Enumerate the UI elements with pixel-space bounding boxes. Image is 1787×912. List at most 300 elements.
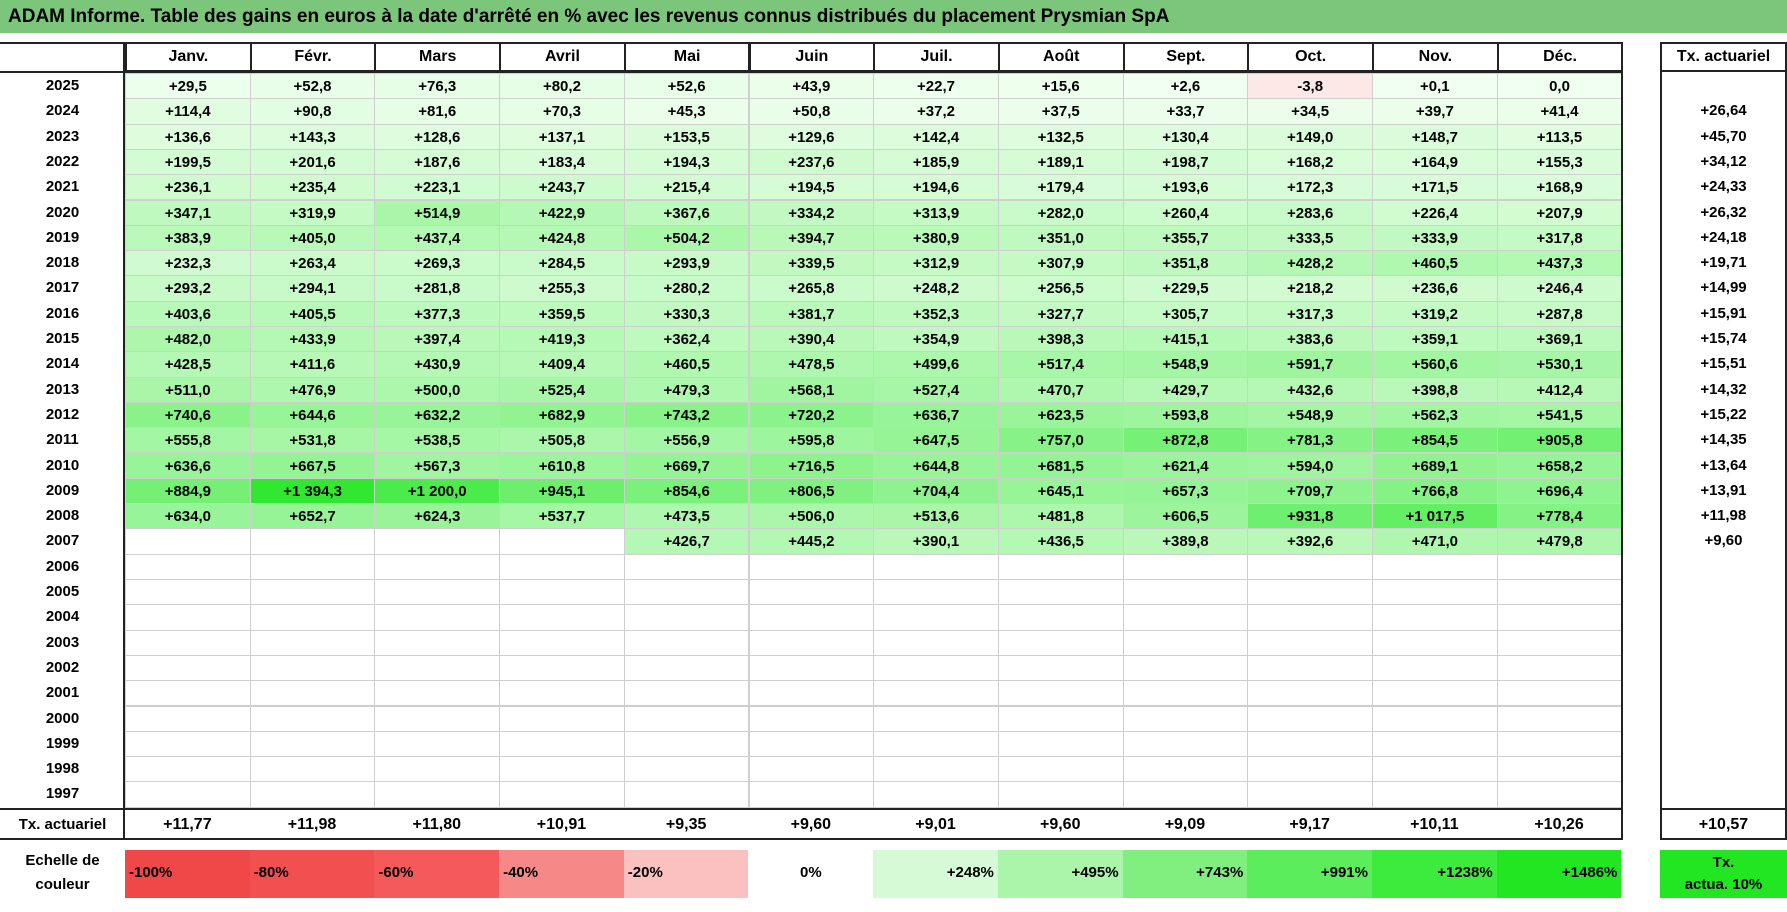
table-cell: +652,7	[250, 503, 376, 529]
table-cell: +37,5	[998, 98, 1124, 124]
table-cell: +506,0	[749, 503, 875, 529]
table-cell: +232,3	[125, 250, 251, 276]
table-cell: +595,8	[749, 427, 875, 453]
table-cell: +39,7	[1372, 98, 1498, 124]
table-cell: +424,8	[499, 225, 625, 251]
table-cell: +248,2	[873, 275, 999, 301]
table-cell: +437,4	[374, 225, 500, 251]
legend-swatch: +1238%	[1372, 850, 1497, 898]
table-cell: +269,3	[374, 250, 500, 276]
footer-value: +9,60	[790, 816, 832, 833]
year-label: 2018	[45, 254, 80, 272]
table-cell	[1123, 731, 1249, 757]
table-cell: +263,4	[250, 250, 376, 276]
table-cell: +22,7	[873, 73, 999, 99]
table-cell: +517,4	[998, 351, 1124, 377]
table-cell: +778,4	[1497, 503, 1623, 529]
table-cell: +383,9	[125, 225, 251, 251]
table-cell: +658,2	[1497, 453, 1623, 479]
table-cell: +482,0	[125, 326, 251, 352]
table-cell: +359,1	[1372, 326, 1498, 352]
table-cell: 0,0	[1497, 73, 1623, 99]
table-cell	[1372, 756, 1498, 782]
table-cell: +293,2	[125, 275, 251, 301]
table-cell: +142,4	[873, 124, 999, 150]
table-cell: +193,6	[1123, 174, 1249, 200]
table-cell	[1247, 680, 1373, 706]
year-label: 2005	[45, 583, 80, 600]
table-cell: +34,5	[1247, 98, 1373, 124]
table-cell	[374, 554, 500, 580]
table-cell: +556,9	[624, 427, 750, 453]
table-cell: +194,6	[873, 174, 999, 200]
table-cell	[1372, 604, 1498, 630]
table-cell	[1497, 756, 1623, 782]
year-label: 2003	[45, 633, 80, 651]
row-tx-actuariel: +24,18	[1700, 228, 1747, 246]
table-cell: +593,8	[1123, 402, 1249, 428]
table-cell	[1123, 655, 1249, 681]
table-cell: +218,2	[1247, 275, 1373, 301]
footer-value: +9,01	[915, 816, 956, 833]
table-cell	[1497, 731, 1623, 757]
table-cell	[1372, 731, 1498, 757]
table-cell	[125, 528, 251, 554]
table-cell: +41,4	[1497, 98, 1623, 124]
year-label: 2021	[45, 178, 80, 196]
table-cell	[374, 756, 500, 782]
table-cell: +81,6	[374, 98, 500, 124]
row-tx-actuariel: +26,32	[1700, 203, 1747, 221]
table-cell: +471,0	[1372, 528, 1498, 554]
table-cell: +624,3	[374, 503, 500, 529]
table-cell: +312,9	[873, 250, 999, 276]
table-cell: +237,6	[749, 149, 875, 175]
table-cell: +280,2	[624, 275, 750, 301]
table-cell: +436,5	[998, 528, 1124, 554]
table-cell	[250, 781, 376, 807]
table-cell: +709,7	[1247, 478, 1373, 504]
table-cell: +645,1	[998, 478, 1124, 504]
legend-swatch: -60%	[374, 850, 499, 898]
table-cell: +531,8	[250, 427, 376, 453]
table-cell: +319,9	[250, 200, 376, 226]
table-cell: +669,7	[624, 453, 750, 479]
table-cell	[1372, 579, 1498, 605]
year-label: 2008	[45, 507, 80, 525]
table-cell: +405,0	[250, 225, 376, 251]
table-cell	[998, 731, 1124, 757]
table-cell	[873, 630, 999, 656]
table-cell	[374, 579, 500, 605]
year-label: 2025	[45, 77, 80, 94]
table-cell: +333,9	[1372, 225, 1498, 251]
table-cell	[873, 680, 999, 706]
table-cell: +527,4	[873, 377, 999, 403]
table-cell: +606,5	[1123, 503, 1249, 529]
table-cell	[499, 781, 625, 807]
table-cell	[374, 781, 500, 807]
table-cell	[1247, 554, 1373, 580]
table-cell: +148,7	[1372, 124, 1498, 150]
table-cell	[499, 554, 625, 580]
table-cell: +236,6	[1372, 275, 1498, 301]
table-cell: +185,9	[873, 149, 999, 175]
table-cell	[1497, 604, 1623, 630]
table-cell	[749, 630, 875, 656]
table-cell: +644,6	[250, 402, 376, 428]
month-header: Avril	[499, 42, 626, 72]
table-cell	[998, 655, 1124, 681]
month-header: Mai	[624, 42, 751, 72]
year-label: 2013	[45, 380, 80, 398]
table-cell: +473,5	[624, 503, 750, 529]
table-cell	[1123, 680, 1249, 706]
table-cell: +460,5	[624, 351, 750, 377]
table-cell: +548,9	[1123, 351, 1249, 377]
row-tx-actuariel	[1660, 706, 1787, 731]
table-cell: +623,5	[998, 402, 1124, 428]
table-cell	[873, 554, 999, 580]
row-tx-actuariel: +15,74	[1700, 330, 1747, 347]
table-cell: +460,5	[1372, 250, 1498, 276]
table-cell: +555,8	[125, 427, 251, 453]
table-cell: +255,3	[499, 275, 625, 301]
table-cell: -3,8	[1247, 73, 1373, 99]
table-cell: +226,4	[1372, 200, 1498, 226]
table-cell: +313,9	[873, 200, 999, 226]
table-cell: +354,9	[873, 326, 999, 352]
year-label: 2022	[45, 152, 80, 170]
table-cell: +594,0	[1247, 453, 1373, 479]
table-cell	[374, 680, 500, 706]
table-cell: +405,5	[250, 301, 376, 327]
legend-label-line1: Echelle de	[25, 852, 100, 869]
table-cell: +428,5	[125, 351, 251, 377]
footer-value: +9,17	[1289, 816, 1330, 833]
footer-value: +10,11	[1410, 816, 1459, 833]
table-cell: +398,8	[1372, 377, 1498, 403]
table-cell	[1372, 706, 1498, 732]
table-cell: +15,6	[998, 73, 1124, 99]
table-cell: +50,8	[749, 98, 875, 124]
row-tx-actuariel: +15,91	[1700, 304, 1747, 322]
table-cell	[998, 579, 1124, 605]
year-label: 2009	[45, 481, 80, 499]
table-cell	[1372, 781, 1498, 807]
table-cell: +132,5	[998, 124, 1124, 150]
table-cell: +113,5	[1497, 124, 1623, 150]
table-cell	[998, 680, 1124, 706]
table-cell: +137,1	[499, 124, 625, 150]
table-cell: +189,1	[998, 149, 1124, 175]
table-cell: +470,7	[998, 377, 1124, 403]
table-cell: +1 200,0	[374, 478, 500, 504]
table-cell: +149,0	[1247, 124, 1373, 150]
table-cell	[125, 756, 251, 782]
table-cell	[125, 706, 251, 732]
legend-tx-swatch	[1660, 850, 1787, 898]
legend-swatch: -80%	[250, 850, 375, 898]
row-tx-actuariel: +19,71	[1700, 254, 1747, 272]
table-cell	[749, 680, 875, 706]
table-cell: +409,4	[499, 351, 625, 377]
table-cell	[499, 579, 625, 605]
table-cell: +256,5	[998, 275, 1124, 301]
table-cell: +419,3	[499, 326, 625, 352]
table-cell: +128,6	[374, 124, 500, 150]
table-cell: +287,8	[1497, 301, 1623, 327]
table-cell: +479,8	[1497, 528, 1623, 554]
table-cell: +478,5	[749, 351, 875, 377]
table-cell	[1497, 706, 1623, 732]
table-cell: +657,3	[1123, 478, 1249, 504]
table-cell	[1123, 579, 1249, 605]
table-cell: +530,1	[1497, 351, 1623, 377]
table-cell	[624, 680, 750, 706]
table-cell: +636,7	[873, 402, 999, 428]
year-label: 2004	[45, 608, 80, 626]
table-cell	[1123, 604, 1249, 630]
table-cell	[998, 756, 1124, 782]
table-cell: +505,8	[499, 427, 625, 453]
table-cell: +499,6	[873, 351, 999, 377]
table-cell: +319,2	[1372, 301, 1498, 327]
table-cell	[624, 604, 750, 630]
table-cell	[749, 604, 875, 630]
table-cell: +1 394,3	[250, 478, 376, 504]
table-cell: +390,1	[873, 528, 999, 554]
table-cell	[749, 579, 875, 605]
table-cell	[749, 655, 875, 681]
table-cell	[873, 781, 999, 807]
footer-value: +9,60	[1039, 816, 1081, 833]
table-cell	[374, 604, 500, 630]
table-cell	[1497, 781, 1623, 807]
table-cell: +143,3	[250, 124, 376, 150]
table-cell	[250, 528, 376, 554]
table-cell	[1497, 579, 1623, 605]
table-cell: +548,9	[1247, 402, 1373, 428]
table-cell: +591,7	[1247, 351, 1373, 377]
table-cell	[374, 528, 500, 554]
table-cell: +743,2	[624, 402, 750, 428]
month-header: Juin	[749, 42, 876, 72]
table-cell: +90,8	[250, 98, 376, 124]
row-tx-actuariel: +34,12	[1700, 152, 1747, 170]
year-label: 2017	[45, 279, 80, 297]
table-cell	[125, 579, 251, 605]
table-cell: +716,5	[749, 453, 875, 479]
legend-tx-line2: actua. 10%	[1684, 876, 1763, 893]
table-cell: +183,4	[499, 149, 625, 175]
table-cell: +223,1	[374, 174, 500, 200]
table-cell	[998, 604, 1124, 630]
year-label: 2015	[45, 330, 80, 347]
table-cell: +45,3	[624, 98, 750, 124]
table-cell: +781,3	[1247, 427, 1373, 453]
table-cell	[1372, 680, 1498, 706]
table-cell	[998, 781, 1124, 807]
table-cell: +1 017,5	[1372, 503, 1498, 529]
table-cell: +537,7	[499, 503, 625, 529]
row-tx-actuariel	[1660, 731, 1787, 756]
table-cell: +412,4	[1497, 377, 1623, 403]
row-tx-actuariel: +15,22	[1700, 405, 1747, 423]
table-cell	[1497, 655, 1623, 681]
table-cell	[499, 528, 625, 554]
table-cell	[374, 655, 500, 681]
year-label: 2023	[45, 127, 80, 145]
year-label: 2006	[45, 557, 80, 575]
table-cell: +689,1	[1372, 453, 1498, 479]
table-cell: +168,2	[1247, 149, 1373, 175]
row-tx-actuariel	[1660, 680, 1787, 705]
table-cell: +394,7	[749, 225, 875, 251]
table-cell: +766,8	[1372, 478, 1498, 504]
table-cell	[1372, 554, 1498, 580]
table-cell: +504,2	[624, 225, 750, 251]
month-header: Mars	[374, 42, 501, 72]
table-cell	[125, 781, 251, 807]
table-cell: +260,4	[1123, 200, 1249, 226]
legend-swatch: +248%	[873, 850, 998, 898]
table-cell	[624, 731, 750, 757]
year-label: 2010	[45, 456, 80, 474]
report-title: ADAM Informe. Table des gains en euros à la date d'arrêté en % avec les revenus connus distribués du placement Prysmian SpA	[0, 0, 1787, 33]
table-cell: +390,4	[749, 326, 875, 352]
table-cell: +130,4	[1123, 124, 1249, 150]
table-cell	[125, 604, 251, 630]
table-cell: +37,2	[873, 98, 999, 124]
table-cell	[873, 731, 999, 757]
table-cell: +171,5	[1372, 174, 1498, 200]
table-cell	[1123, 756, 1249, 782]
table-cell: +500,0	[374, 377, 500, 403]
year-label: 2001	[45, 684, 80, 702]
legend-swatch: +495%	[998, 850, 1123, 898]
footer-value: +10,91	[536, 816, 587, 833]
table-cell	[499, 731, 625, 757]
table-cell: +884,9	[125, 478, 251, 504]
table-cell: +215,4	[624, 174, 750, 200]
table-cell: +430,9	[374, 351, 500, 377]
table-cell: +339,5	[749, 250, 875, 276]
table-cell: +389,8	[1123, 528, 1249, 554]
table-cell: +281,8	[374, 275, 500, 301]
table-cell: +681,5	[998, 453, 1124, 479]
table-cell	[1247, 756, 1373, 782]
table-cell	[624, 756, 750, 782]
legend-swatch: -100%	[125, 850, 250, 898]
row-tx-actuariel: +9,60	[1704, 532, 1743, 550]
table-cell	[624, 781, 750, 807]
table-cell: +481,8	[998, 503, 1124, 529]
row-tx-actuariel: +14,35	[1700, 431, 1747, 449]
table-cell: +636,6	[125, 453, 251, 479]
table-cell: +136,6	[125, 124, 251, 150]
table-cell: +352,3	[873, 301, 999, 327]
table-cell: +330,3	[624, 301, 750, 327]
table-cell: +854,6	[624, 478, 750, 504]
table-cell: +422,9	[499, 200, 625, 226]
row-tx-actuariel	[1660, 604, 1787, 629]
legend-label-line2: couleur	[35, 876, 90, 893]
row-tx-actuariel: +13,91	[1700, 481, 1747, 499]
row-tx-actuariel: +13,64	[1700, 456, 1747, 474]
table-cell: +931,8	[1247, 503, 1373, 529]
legend-swatch: -40%	[499, 850, 624, 898]
row-tx-actuariel	[1660, 781, 1787, 806]
table-cell: +307,9	[998, 250, 1124, 276]
table-cell	[1247, 579, 1373, 605]
table-cell	[250, 630, 376, 656]
year-label: 2014	[45, 355, 80, 373]
table-cell: +198,7	[1123, 149, 1249, 175]
table-cell: +293,9	[624, 250, 750, 276]
table-cell: +757,0	[998, 427, 1124, 453]
table-cell: +33,7	[1123, 98, 1249, 124]
year-label: 1998	[45, 760, 80, 778]
table-cell	[1247, 630, 1373, 656]
table-cell: +513,6	[873, 503, 999, 529]
table-cell	[250, 706, 376, 732]
table-cell	[998, 706, 1124, 732]
row-tx-actuariel	[1660, 579, 1787, 604]
table-cell	[873, 579, 999, 605]
table-cell	[499, 630, 625, 656]
table-cell: +476,9	[250, 377, 376, 403]
table-cell	[1497, 630, 1623, 656]
table-cell: +194,5	[749, 174, 875, 200]
table-cell	[374, 731, 500, 757]
table-cell	[873, 655, 999, 681]
legend-swatch: 0%	[749, 850, 874, 898]
table-cell	[749, 554, 875, 580]
table-cell: +207,9	[1497, 200, 1623, 226]
table-cell	[499, 604, 625, 630]
table-cell: +415,1	[1123, 326, 1249, 352]
legend-swatch: +743%	[1123, 850, 1248, 898]
table-cell: +52,8	[250, 73, 376, 99]
table-cell	[998, 630, 1124, 656]
footer-value: +10,26	[1534, 816, 1584, 833]
row-tx-actuariel	[1660, 630, 1787, 655]
table-cell: +740,6	[125, 402, 251, 428]
table-cell	[499, 655, 625, 681]
table-cell: +647,5	[873, 427, 999, 453]
table-cell	[1123, 706, 1249, 732]
table-cell: +437,3	[1497, 250, 1623, 276]
year-label: 1999	[45, 734, 80, 752]
table-cell	[749, 781, 875, 807]
table-cell: +704,4	[873, 478, 999, 504]
table-cell: +380,9	[873, 225, 999, 251]
year-label: 2000	[45, 709, 80, 727]
table-cell: +172,3	[1247, 174, 1373, 200]
table-cell	[1372, 630, 1498, 656]
table-cell	[749, 731, 875, 757]
table-cell	[1123, 630, 1249, 656]
table-cell: +52,6	[624, 73, 750, 99]
table-cell: +610,8	[499, 453, 625, 479]
table-cell: +201,6	[250, 149, 376, 175]
footer-value: +11,80	[412, 816, 461, 833]
table-cell: +305,7	[1123, 301, 1249, 327]
table-cell: +567,3	[374, 453, 500, 479]
table-cell: +945,1	[499, 478, 625, 504]
footer-value: +9,09	[1164, 816, 1206, 833]
